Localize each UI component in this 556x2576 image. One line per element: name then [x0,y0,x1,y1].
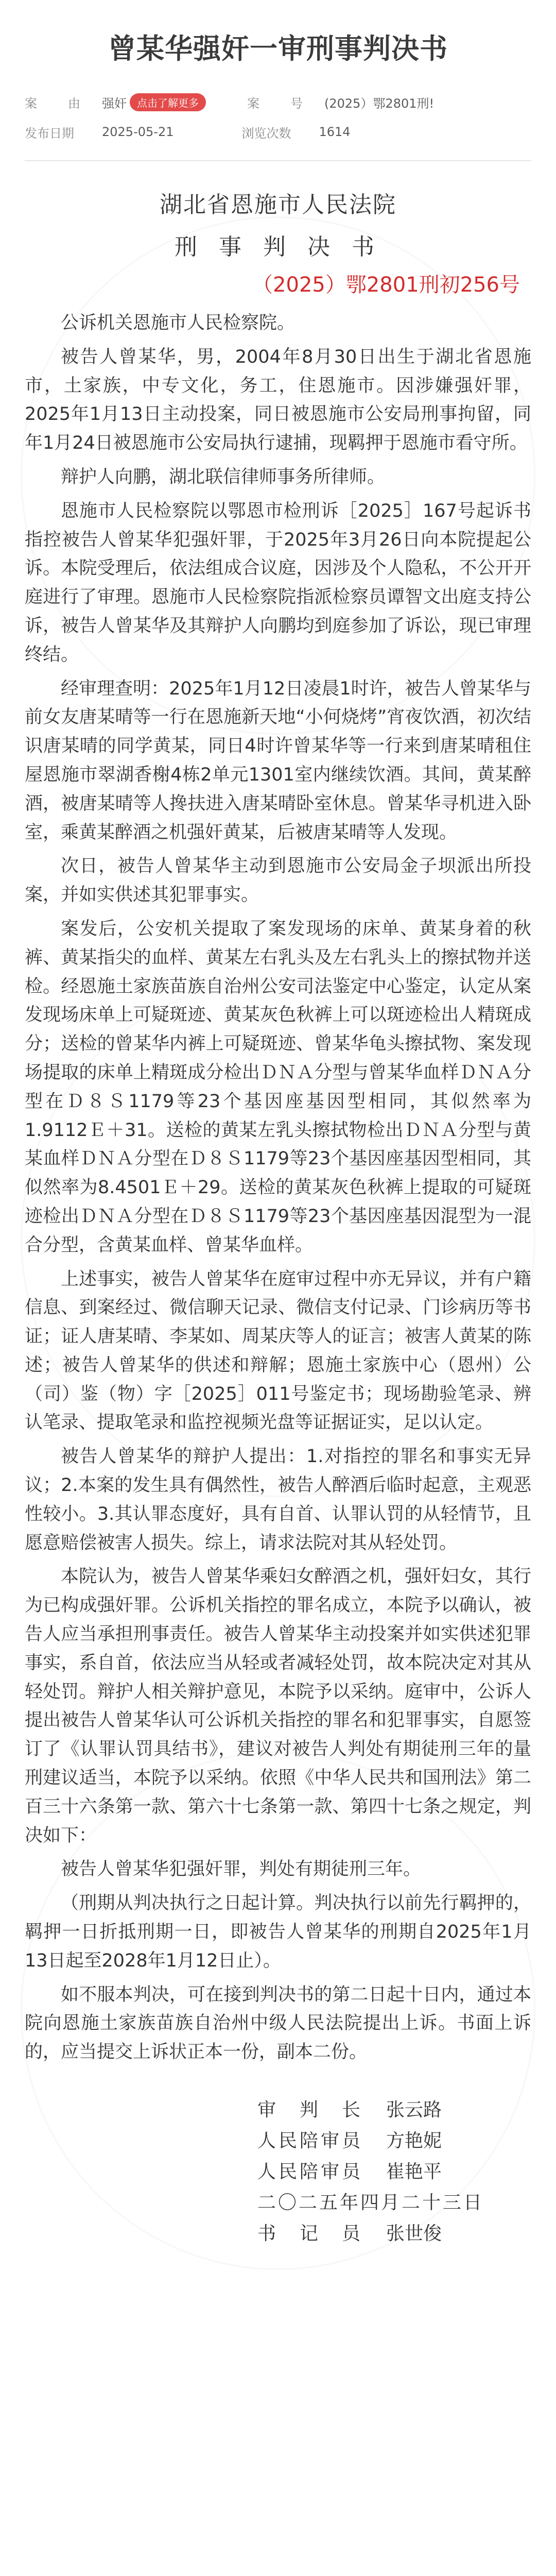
judgment-date-row [0,2185,556,2216]
caseno-group [247,93,434,111]
signature-row [0,2124,556,2155]
court-name: 湖北省恩施市人民法院 [160,192,396,218]
signature-role: 人民陪审员 [257,2161,360,2182]
judgment-date: 二〇二五年四月二十三日 [257,2192,484,2213]
case-value: 强奸 [102,96,127,111]
views-group [241,123,350,141]
paragraph: 被告人曾某华的辩护人提出：1.对指控的罪名和事实无异议；2.本案的发生具有偶然性，被告人醉酒后临时起意，主观恶性较小。3.其认罪态度好，具有自首、认罪认罚的从轻情节，且愿意赔偿被害人损失。综上，请求法院对其从轻处罚。 [25,1446,531,1553]
paragraph: 恩施市人民检察院以鄂恩市检刑诉［2025］167号起诉书指控被告人曾某华犯强奸罪，于2025年3月26日向本院提起公诉。本院受理后，依法组成合议庭，因涉及个人隐私，不公开开庭进行了审理。恩施市人民检察院指派检察员谭智文出庭支持公诉，被告人曾某华及其辩护人向鹏均到庭参加了诉讼，现已审理终结。 [25,500,531,665]
judgment-body [0,298,556,2067]
more-info-button[interactable]: 点击了解更多 [130,93,206,111]
views-label: 浏览次数 [241,126,291,141]
signature-role: 审判长 [257,2099,360,2121]
signature-role: 人民陪审员 [257,2130,360,2151]
paragraph: 被告人曾某华犯强奸罪，判处有期徒刑三年。 [61,1859,422,1880]
paragraph: 辩护人向鹏，湖北联信律师事务所律师。 [61,466,386,487]
paragraph: 上述事实，被告人曾某华在庭审过程中亦无异议，并有户籍信息、到案经过、微信聊天记录、微信支付记录、门诊病历等书证；证人唐某晴、李某如、周某庆等人的证言；被害人黄某的陈述；被告人曾某华的供述和辩解；恩施土家族中心（恩州）公（司）鉴（物）字［2025］011号鉴定书；现场勘验笔录、辨认笔录、提取笔录和监控视频光盘等证据证实，足以认定。 [25,1268,531,1433]
clerk-name: 张世俊 [386,2223,442,2244]
caseno-label: 案 号 [247,96,312,111]
paragraph: 经审理查明：2025年1月12日凌晨1时许，被告人曾某华与前女友唐某晴等一行在恩施新天地“小何烧烤”宵夜饮酒，初次结识唐某晴的同学黄某，同日4时许曾某华等一行来到唐某晴租住屋恩施市翠湖香榭4栋2单元1301室内继续饮酒。其间，黄某醉酒，被唐某晴等人搀扶进入唐某晴卧室休息。曾某华寻机进入卧室，乘黄某醉酒之机强奸黄某，后被唐某晴等人发现。 [25,678,531,843]
views-count: 1614 [319,125,351,139]
header [0,0,556,147]
caseno-value: (2025）鄂2801刑! [324,96,435,111]
document-type: 刑 事 判 决 书 [175,234,381,260]
publish-label: 发布日期 [25,126,74,141]
paragraph: 如不服本判决，可在接到判决书的第二日起十日内，通过本院向恩施土家族苗族自治州中级人民法院提出上诉。书面上诉的，应当提交上诉状正本一份，副本二份。 [25,1984,531,2063]
paragraph: 公诉机关恩施市人民检察院。 [61,313,296,333]
signature-name: 张云路 [386,2099,442,2121]
clerk-row [0,2216,556,2247]
signature-row [0,2155,556,2185]
meta-row-publish [25,117,531,147]
clerk-role: 书记员 [257,2223,360,2244]
publish-date: 2025-05-21 [102,125,174,139]
signature-row [0,2093,556,2124]
paragraph: 案发后，公安机关提取了案发现场的床单、黄某身着的秋裤、黄某指尖的血样、黄某左右乳头及左右乳头上的擦拭物并送检。经恩施土家族苗族自治州公安司法鉴定中心鉴定，认定从案发现场床单上可疑斑迹、黄某灰色秋裤上可以斑迹检出人精斑成分；送检的曾某华内裤上可疑斑迹、曾某华龟头擦拭物、案发现场提取的床单上精斑成分检出ＤＮＡ分型与曾某华血样ＤＮＡ分型在Ｄ８Ｓ1179等23个基因座基因型相同，其似然率为1.9112Ｅ＋31。送检的黄某左乳头擦拭物检出ＤＮＡ分型与黄某血样ＤＮＡ分型在Ｄ８Ｓ1179等23个基因座基因型相同，其似然率为8.4501Ｅ＋29。送检的黄某灰色秋裤上提取的可疑斑迹检出ＤＮＡ分型在Ｄ８Ｓ1179等23个基因座基因混型为一混合分型，含黄某血样、曾某华血样。 [25,918,531,1256]
paragraph: 本院认为，被告人曾某华乘妇女醉酒之机，强奸妇女，其行为已构成强奸罪。公诉机关指控的罪名成立，本院予以确认，被告人应当承担刑事责任。被告人曾某华主动投案并如实供述犯罪事实，系自首，依法应当从轻或者减轻处罚，故本院决定对其从轻处罚。辩护人相关辩护意见，本院予以采纳。庭审中，公诉人提出被告人曾某华认可公诉机关指控的罪名和犯罪事实，自愿签订了《认罪认罚具结书》，建议对被告人判处有期徒刑三年的量刑建议适当，本院予以采纳。依照《中华人民共和国刑法》第二百三十六条第一款、第六十七条第一款、第四十七条之规定，判决如下： [25,1566,531,1846]
header-divider [25,160,531,161]
signature-name: 方艳妮 [386,2130,442,2151]
case-number: （2025）鄂2801刑初256号 [252,273,520,297]
paragraph: 次日，被告人曾某华主动到恩施市公安局金子坝派出所投案，并如实供述其犯罪事实。 [25,856,531,906]
signature-block [0,2072,556,2247]
page-title: 曾某华强奸一审刑事判决书 [108,32,448,65]
paragraph: （刑期从判决执行之日起计算。判决执行以前先行羁押的，羁押一日折抵刑期一日，即被告人曾某华的刑期自2025年1月13日起至2028年1月12日止）。 [25,1893,531,1971]
case-label: 案 由 [25,96,90,111]
paragraph: 被告人曾某华，男，2004年8月30日出生于湖北省恩施市，土家族，中专文化，务工，住恩施市。因涉嫌强奸罪，2025年1月13日主动投案，同日被恩施市公安局刑事拘留，同年1月24日被恩施市公安局执行逮捕，现羁押于恩施市看守所。 [25,346,531,454]
meta-row-case [25,87,531,117]
signature-name: 崔艳平 [386,2161,442,2182]
